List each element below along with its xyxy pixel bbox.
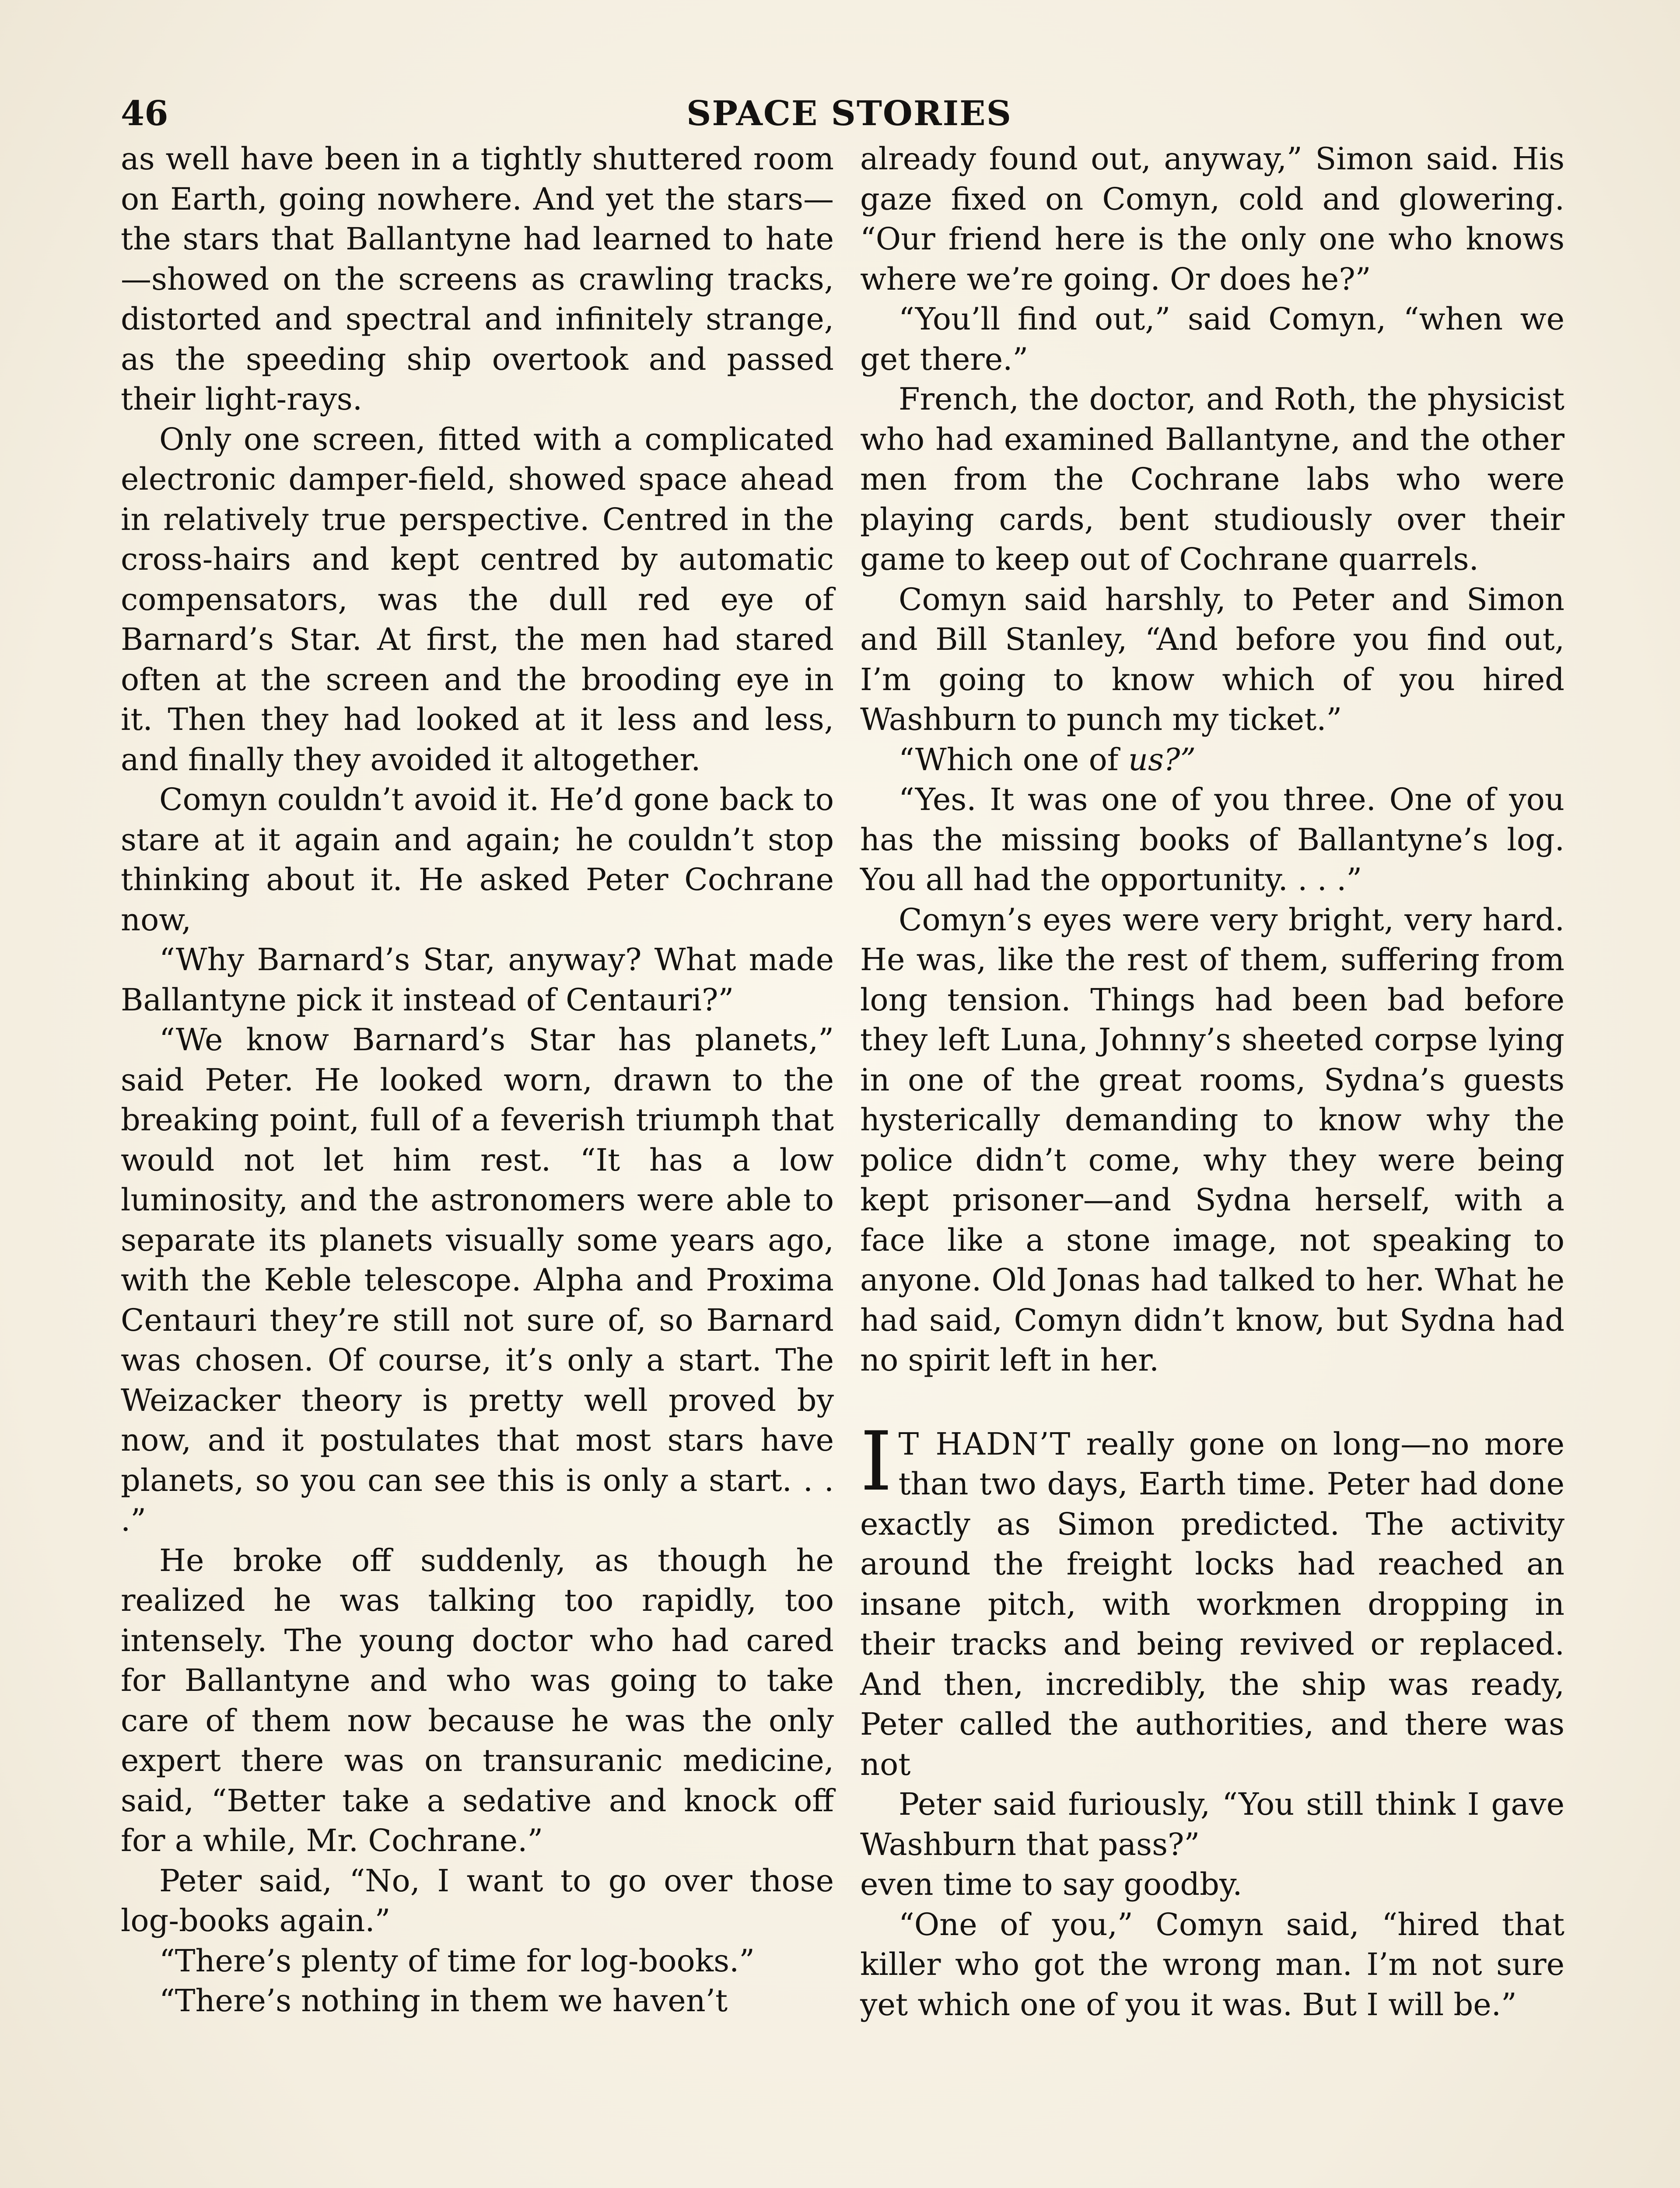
lead-caps: T HADN’T xyxy=(898,1426,1071,1462)
right-column xyxy=(860,139,1564,2025)
running-title: SPACE STORIES xyxy=(686,94,1012,133)
paragraph: already found out, anyway,” Simon said. His gaze fixed on Comyn, cold and glowering. “Our friend here is the only one who knows where we’re going. Or does he?” xyxy=(860,141,1564,297)
paragraph: Comyn’s eyes were very bright, very hard. He was, like the rest of them, suffering from long tension. Things had been bad before they left Luna, Johnny’s sheeted corpse lying in one of the great rooms, Sydna’s guests hysterically demanding to know why the police didn’t come, why they were being kept prisoner—and Sydna herself, with a face like a stone image, not speaking to anyone. Old Jonas had talked to her. What he had said, Comyn didn’t know, but Sydna had no spirit left in her. xyxy=(860,901,1564,1378)
which-one-emphasis: us?” xyxy=(1128,741,1196,778)
paragraph: Comyn couldn’t avoid it. He’d gone back to stare at it again and again; he couldn’t stop thinking about it. He asked Peter Cochrane now, xyxy=(121,782,834,938)
paragraph: “You’ll find out,” said Comyn, “when we get there.” xyxy=(860,301,1564,377)
paragraph: French, the doctor, and Roth, the physicist who had examined Ballantyne, and the other men from the Cochrane labs who were playing cards, bent studiously over their game to keep out of Cochrane quarrels. xyxy=(860,381,1564,577)
paragraph: “We know Barnard’s Star has planets,” said Peter. He looked worn, drawn to the breaking point, full of a feverish triumph that would not let him rest. “It has a low luminosity, and the astronomers were able to separate its planets visually some years ago, with the Keble telescope. Alpha and Proxima Centauri they’re still not sure of, so Barnard was chosen. Of course, it’s only a start. The Weizacker theory is pretty well proved by now, and it postulates that most stars have planets, so you can see this is only a start. . . .” xyxy=(121,1022,834,1538)
paragraph: Comyn said harshly, to Peter and Simon and Bill Stanley, “And before you find out, I’m going to know which of you hired Washburn to punch my ticket.” xyxy=(860,581,1564,737)
section-break xyxy=(860,1381,1564,1424)
page-number: 46 xyxy=(121,94,168,133)
which-one-text: “Which one of xyxy=(899,741,1128,778)
paragraph-which-one xyxy=(860,740,1564,780)
paragraph: “There’s nothing in them we haven’t xyxy=(159,1983,728,2019)
paragraph: He broke off suddenly, as though he realized he was talking too rapidly, too intensely. The young doctor who had cared for Ballantyne and who was going to take care of them now because he was the only expert there was on transuranic medicine, said, “Better take a sedative and knock off for a while, Mr. Cochrane.” xyxy=(121,1542,834,1858)
paragraph: Peter said furiously, “You still think I gave Washburn that pass?” xyxy=(860,1786,1564,1862)
left-column xyxy=(121,139,834,2021)
section-opening-paragraph xyxy=(860,1413,1564,1785)
paragraph: as well have been in a tightly shuttered room on Earth, going nowhere. And yet the stars—the stars that Ballantyne had learned to hate—showed on the screens as crawling tracks, distorted and spectral and infinitely strange, as the speeding ship overtook and passed their light-rays. xyxy=(121,141,834,417)
drop-cap: I xyxy=(860,1413,892,1509)
paragraph: even time to say goodby. xyxy=(860,1866,1242,1902)
paragraph: Only one screen, fitted with a complicated electronic damper-field, showed space ahead in relatively true perspective. Centred in the cross-hairs and kept centred by automatic compensators, was the dull red eye of Barnard’s Star. At first, the men had stared often at the screen and the brooding eye in it. Then they had looked at it less and less, and finally they avoided it altogether. xyxy=(121,421,834,778)
paragraph: “Yes. It was one of you three. One of you has the missing books of Ballantyne’s log. You all had the opportunity. . . .” xyxy=(860,782,1564,898)
section-opening-text: really gone on long—no more than two days, Earth time. Peter had done exactly as Simon predicted. The activity around the freight locks had reached an insane pitch, with workmen dropping in their tracks and being revived or replaced. And then, incredibly, the ship was ready, Peter called the authorities, and there was not xyxy=(860,1426,1564,1782)
paragraph: Peter said, “No, I want to go over those log-books again.” xyxy=(121,1862,834,1939)
paragraph: “One of you,” Comyn said, “hired that killer who got the wrong man. I’m not sure yet which one of you it was. But I will be.” xyxy=(860,1906,1564,2023)
paragraph: “There’s plenty of time for log-books.” xyxy=(159,1943,755,1979)
paragraph: “Why Barnard’s Star, anyway? What made Ballantyne pick it instead of Centauri?” xyxy=(121,942,834,1018)
page-header xyxy=(121,88,1578,140)
